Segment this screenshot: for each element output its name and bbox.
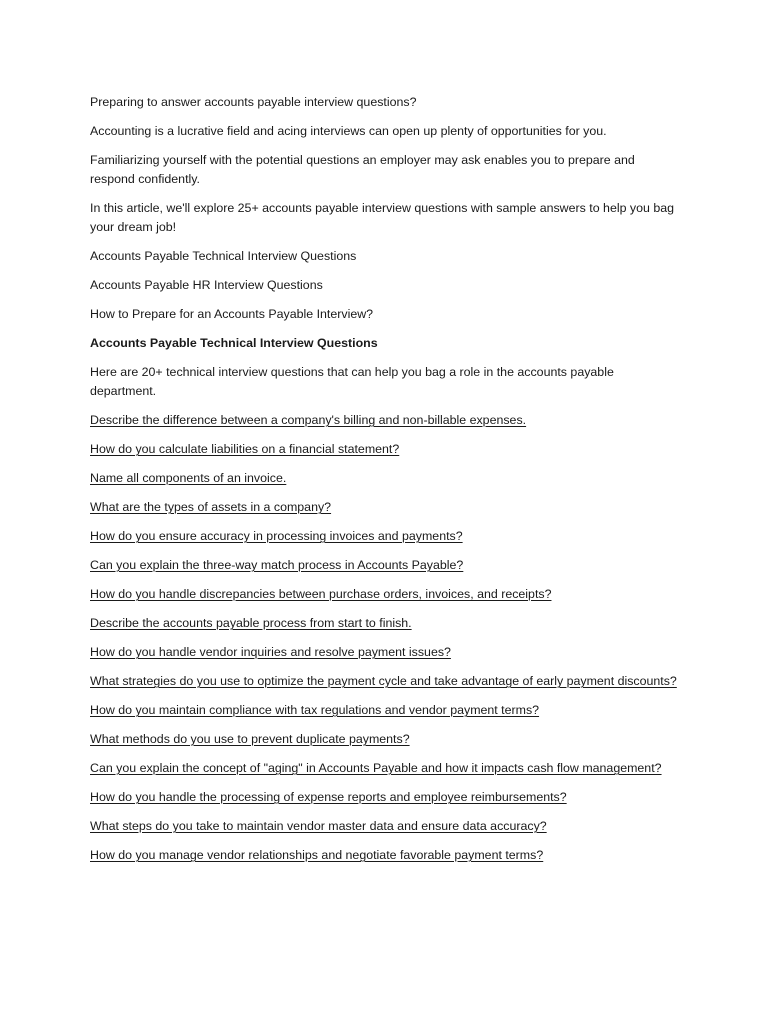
toc-item: How to Prepare for an Accounts Payable Interview? — [90, 307, 374, 321]
section-intro: Here are 20+ technical interview questions that can help you bag a role in the accounts payable department. — [90, 365, 614, 398]
question-link[interactable]: How do you handle discrepancies between purchase orders, invoices, and receipts? — [90, 587, 552, 601]
question-link[interactable]: Name all components of an invoice. — [90, 471, 287, 485]
question-link[interactable]: How do you manage vendor relationships and negotiate favorable payment terms? — [90, 848, 544, 862]
question-link[interactable]: What methods do you use to prevent duplicate payments? — [90, 732, 410, 746]
question-link[interactable]: How do you ensure accuracy in processing invoices and payments? — [90, 529, 463, 543]
question-link[interactable]: How do you handle the processing of expense reports and employee reimbursements? — [90, 790, 567, 804]
intro-paragraph: Preparing to answer accounts payable interview questions? — [90, 95, 417, 109]
intro-paragraph: Familiarizing yourself with the potential questions an employer may ask enables you to prepare and respond confidently. — [90, 153, 635, 186]
intro-paragraph: In this article, we'll explore 25+ accounts payable interview questions with sample answers to help you bag your dream job! — [90, 201, 675, 234]
toc-item: Accounts Payable Technical Interview Questions — [90, 249, 357, 263]
question-link[interactable]: How do you calculate liabilities on a financial statement? — [90, 442, 400, 456]
section-heading: Accounts Payable Technical Interview Questions — [90, 336, 378, 350]
question-link[interactable]: Can you explain the concept of "aging" in Accounts Payable and how it impacts cash flow management? — [90, 761, 662, 775]
question-link[interactable]: Describe the accounts payable process from start to finish. — [90, 616, 412, 630]
question-link[interactable]: What strategies do you use to optimize the payment cycle and take advantage of early payment discounts? — [90, 674, 677, 688]
question-link[interactable]: What are the types of assets in a company? — [90, 500, 332, 514]
question-link[interactable]: How do you maintain compliance with tax regulations and vendor payment terms? — [90, 703, 540, 717]
question-link[interactable]: What steps do you take to maintain vendor master data and ensure data accuracy? — [90, 819, 547, 833]
intro-paragraph: Accounting is a lucrative field and acing interviews can open up plenty of opportunities for you. — [90, 124, 607, 138]
question-link[interactable]: Can you explain the three-way match process in Accounts Payable? — [90, 558, 464, 572]
question-link[interactable]: Describe the difference between a company's billing and non-billable expenses. — [90, 413, 527, 427]
document-body — [90, 93, 680, 875]
question-link[interactable]: How do you handle vendor inquiries and resolve payment issues? — [90, 645, 451, 659]
toc-item: Accounts Payable HR Interview Questions — [90, 278, 323, 292]
